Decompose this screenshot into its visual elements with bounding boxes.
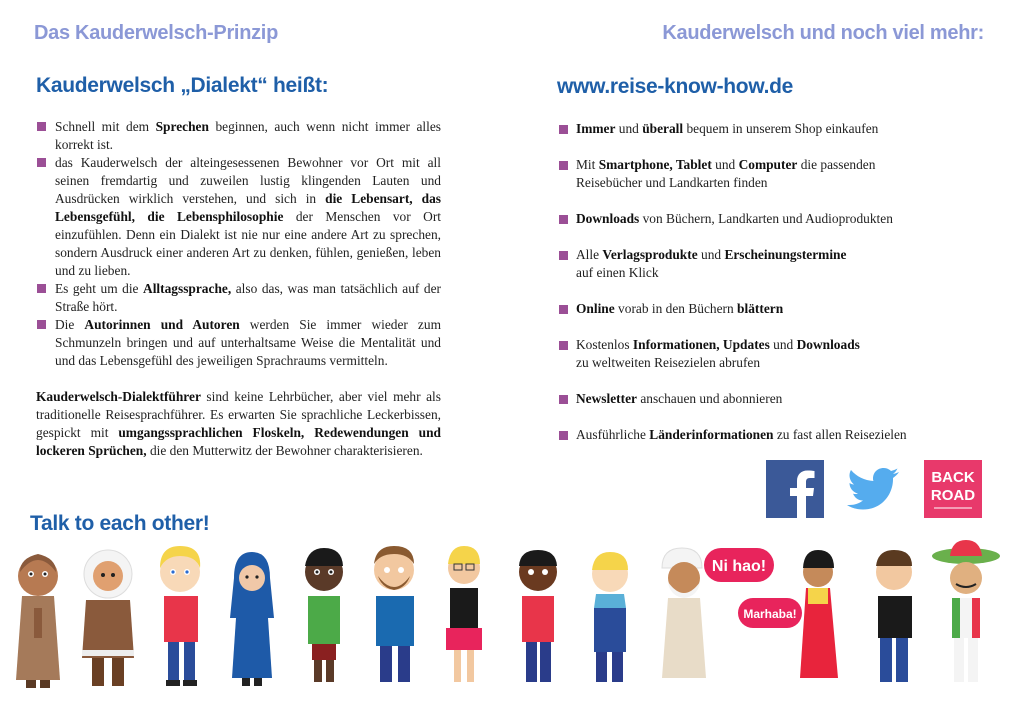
text-run: Die [55,317,85,332]
bold-text: Online [576,301,615,316]
bold-text: Informationen, Updates [632,337,770,352]
talk-heading: Talk to each other! [30,512,210,535]
bullet-item [36,118,441,154]
bullet-item [36,316,441,370]
bold-text: Alltagssprache, [143,281,232,296]
feature-item [558,156,988,192]
text-run: beginnen, auch wenn nicht immer alles korrekt ist. [55,119,441,152]
bullet-square-icon [559,251,568,260]
bold-text: Downloads [796,337,860,352]
feature-item [558,210,988,228]
character-hijab-woman [230,552,274,686]
bold-text: Downloads [576,211,640,226]
bold-text: Länderinformationen [649,427,774,442]
text-run: und [697,247,725,262]
bullet-square-icon [37,158,46,167]
character-scarf-man [592,552,628,682]
character-inuit [82,550,134,686]
text-run: zu fast allen Reisezielen [773,427,907,442]
character-bearded-man [374,546,414,682]
feature-item [558,246,988,282]
bold-text: überall [642,121,684,136]
feature-item [558,300,988,318]
text-run: der Menschen vor Ort einzufühlen. Denn ein Dialekt ist nie nur eine andere Art zu sprechen, sondern Ausdruck einer anderen Art zu denken, fühlen, genießen, leben und zu lieben. [55,209,441,278]
backroad-logo[interactable] [924,460,982,518]
twitter-icon[interactable] [846,466,900,512]
bold-text: Immer [576,121,616,136]
text-run: anschauen und abonnieren [636,391,783,406]
character-green-vest [305,548,343,682]
text-run: die den Mutterwitz der Bewohner charakterisieren. [146,443,423,458]
dialekt-heading: Kauderwelsch „Dialekt“ heißt: [36,74,329,97]
bold-text: Smartphone, Tablet [598,157,712,172]
left-column [36,118,441,460]
text-run: von Büchern, Landkarten und Audioprodukten [639,211,893,226]
text-run: Kostenlos [576,337,633,352]
text-run: Mit [576,157,599,172]
text-run: Schnell mit dem [55,119,156,134]
bullet-item [36,280,441,316]
bold-text: Autorinnen und Autoren [84,317,240,332]
bullet-square-icon [37,122,46,131]
character-turban-man [662,548,706,678]
text-run: sind keine Lehrbücher, aber viel mehr als traditionelle Reisesprachführer. Es erwarten Sie sprachliche Leckerbissen, gespickt mit [36,389,441,440]
section-title-right: Kauderwelsch und noch viel mehr: [662,22,984,44]
character-blond-boy [160,546,200,686]
text-run: und [615,121,643,136]
website-link[interactable]: www.reise-know-how.de [557,75,794,98]
bold-text: blättern [737,301,784,316]
bullet-square-icon [37,320,46,329]
bullet-square-icon [559,341,568,350]
text-run: Reisebücher und Landkarten finden [576,175,768,190]
character-red-shirt [519,550,557,682]
characters-illustration [0,538,1020,704]
bullet-square-icon [559,215,568,224]
bold-text: umgangssprachlichen Floskeln, Redewendungen und lockeren Sprüchen, [36,425,441,458]
facebook-icon[interactable] [766,460,824,518]
text-run: werden Sie immer wieder zum Schmunzeln bringen und auf unterhaltsame Weise die Mentalität und und das Lebensgefühl des jeweiligen Sprachraums vermitteln. [55,317,441,368]
bold-text: Verlagsprodukte [602,247,698,262]
bullet-square-icon [559,431,568,440]
text-run: Alle [576,247,603,262]
text-run: Es geht um die [55,281,144,296]
bold-text: Sprechen [155,119,209,134]
feature-list [558,120,988,444]
feature-item [558,390,988,408]
svg-text:BACK: BACK [931,469,975,486]
character-sombrero [932,540,1000,682]
bullet-square-icon [559,125,568,134]
bullet-square-icon [559,161,568,170]
text-run: die passenden [797,157,876,172]
character-woman-glasses [446,546,482,682]
bold-text: Newsletter [576,391,637,406]
speech-bubble-1-text: Ni hao! [711,558,767,575]
speech-bubble-2-text: Marhaba! [743,607,797,621]
section-title-left: Das Kauderwelsch-Prinzip [34,22,278,44]
feature-item [558,336,988,372]
character-black-shirt [876,550,912,682]
text-run: zu weltweiten Reisezielen abrufen [576,355,761,370]
feature-item [558,120,988,138]
text-run: und [711,157,739,172]
text-run: und [769,337,797,352]
text-run: auf einen Klick [576,265,659,280]
character-sari-woman [800,550,838,678]
text-run: vorab in den Büchern [614,301,738,316]
bullet-square-icon [559,395,568,404]
text-run: bequem in unserem Shop einkaufen [683,121,879,136]
bullet-item [36,154,441,280]
bold-text: Computer [738,157,798,172]
bullet-list [36,118,441,370]
bold-text: Erscheinungstermine [724,247,847,262]
text-run: Ausführliche [576,427,650,442]
character-monk [16,554,60,688]
bullet-square-icon [37,284,46,293]
feature-item [558,426,988,444]
bullet-square-icon [559,305,568,314]
text-run: das Kauderwelsch der alteingesessenen Bewohner vor Ort mit all seinen fremdartig und zuweilen lustig klingenden Lauten und Ausdrücken wirklich verstehen, und sich in [55,155,441,206]
bold-text: Kauderwelsch-Dialektführer [36,389,201,404]
bold-text: die Lebensart, das Lebensgefühl, die Lebensphilosophie [55,191,441,224]
text-run: also das, was man tatsächlich auf der Straße hört. [55,281,441,314]
svg-text:ROAD: ROAD [930,487,976,504]
description-paragraph [36,388,441,460]
